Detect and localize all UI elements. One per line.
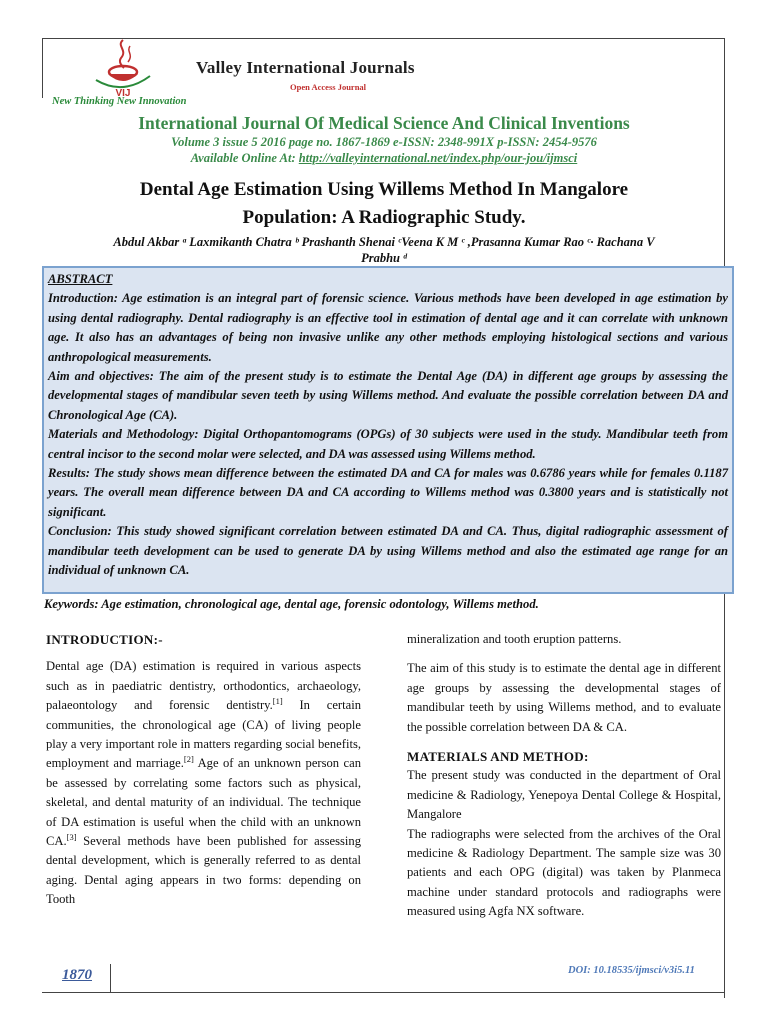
header-frame-left xyxy=(42,38,43,98)
materials-heading: MATERIALS AND METHOD: xyxy=(407,749,589,765)
availability-line xyxy=(0,151,768,166)
journal-url-link[interactable]: http://valleyinternational.net/index.php/our-jou/ijmsci xyxy=(298,151,578,165)
materials-paragraph-2: The radiographs were selected from the archives of the Oral medicine & Radiology Department. The sample size was 30 patients and each OPG (digital) was taken by Planmeca machine under standard protocols and radiographs were measured using Agfa NX software. xyxy=(407,826,721,919)
abstract-results: Results: The study shows mean difference between the estimated DA and CA for males was 0.6786 years while for females 0.1187 years. The overall mean difference between DA and CA according to Willems method was 0.3800 years and is statistically not significant. xyxy=(48,466,728,519)
intro-text-2: In certain communities, the chronological age (CA) of living people play a very important role in matters regarding social benefits, employment and marriage. xyxy=(46,698,362,771)
citation-2: [2] xyxy=(183,754,194,765)
paper-title xyxy=(70,176,698,232)
abstract-conclusion: Conclusion: This study showed significant correlation between estimated DA and CA. Thus, digital radiographic assessment of mandibular teeth development can be used to generate DA by using Willems method and also the estimated age range for an individual of unknown CA. xyxy=(48,524,728,578)
intro-text-4: Several methods have been published for assessing dental development, which is generally referred to as dental aging. Dental aging appears in two forms: depending on Tooth xyxy=(46,834,361,907)
intro-text-3: Age of an unknown person can be assessed by correlating some factors such as physical, skeletal, and dental maturity of an individual. The technique of DA estimation is useful when the child with an unknown CA. xyxy=(46,756,361,849)
abstract-introduction: Introduction: Age estimation is an integral part of forensic science. Various methods have been developed in age estimation by using dental radiography. Dental radiography is an effective tool in estimation of dental age and it can correlate with unknown age. It also has an advantages of being non invasive unlike any other methods employing histological sections and various anthropological measurements. xyxy=(48,291,728,364)
doi-label: DOI: 10.18535/ijmsci/v3i5.11 xyxy=(568,965,695,976)
abstract-aim: Aim and objectives: The aim of the present study is to estimate the Dental Age (DA) in different age groups by assessing the developmental stages of mandibular seven teeth by using Willems method. And evaluate the possible correlation between DA and Chronological Age (CA). xyxy=(48,369,728,422)
introduction-paragraph xyxy=(46,657,361,909)
abstract-heading: ABSTRACT xyxy=(48,272,113,286)
publisher-name: Valley International Journals xyxy=(196,58,415,77)
authors-line-1: Abdul Akbar ᵃ Laxmikanth Chatra ᵇ Prashanth Shenai ᶜVeena K M ᶜ ,Prasanna Kumar Rao ᶜ· Rachana V xyxy=(113,235,655,249)
logo-tagline: New Thinking New Innovation xyxy=(52,96,187,107)
intro-text-1: Dental age (DA) estimation is required in various aspects such as in paediatric dentistry, orthodontics, archaeology, palaeontology and forensic dentistry. xyxy=(46,659,361,713)
footer-rule xyxy=(42,992,725,993)
right-column xyxy=(407,630,721,922)
citation-3: [3] xyxy=(66,831,77,842)
aim-paragraph: The aim of this study is to estimate the dental age in different age groups by assessing the developmental stages of mandibular teeth by using Willems method, and to evaluate the possible correlation between DA & CA. xyxy=(407,661,721,734)
title-line-2: Population: A Radiographic Study. xyxy=(242,207,526,228)
open-access-label: Open Access Journal xyxy=(290,82,367,92)
title-line-1: Dental Age Estimation Using Willems Method In Mangalore xyxy=(139,179,629,200)
available-label: Available Online At: xyxy=(190,151,299,165)
author-list xyxy=(46,234,722,266)
page-number: 1870 xyxy=(62,967,92,983)
abstract-box xyxy=(42,266,734,594)
left-column xyxy=(46,630,361,910)
authors-line-2: Prabhu ᵈ xyxy=(361,251,407,265)
citation-1: [1] xyxy=(272,696,283,707)
materials-paragraph-1: The present study was conducted in the department of Oral medicine & Radiology, Yenepoya Dental College & Hospital, Mangalore xyxy=(407,768,721,822)
keywords-line: Keywords: Age estimation, chronological age, dental age, forensic odontology, Willems method. xyxy=(44,597,539,611)
introduction-heading: INTRODUCTION:- xyxy=(46,632,163,647)
journal-title: International Journal Of Medical Science And Clinical Inventions xyxy=(138,113,630,133)
vij-logo xyxy=(88,36,158,98)
continued-paragraph: mineralization and tooth eruption patterns. xyxy=(407,632,622,646)
logo-text: VIJ xyxy=(115,88,131,98)
abstract-methods: Materials and Methodology: Digital Orthopantomograms (OPGs) of 30 subjects were used in the study. Mandibular teeth from central incisor to the second molar were selected, and DA was assessed using Willems method. xyxy=(48,427,728,461)
volume-line: Volume 3 issue 5 2016 page no. 1867-1869 e-ISSN: 2348-991X p-ISSN: 2454-9576 xyxy=(171,135,597,149)
